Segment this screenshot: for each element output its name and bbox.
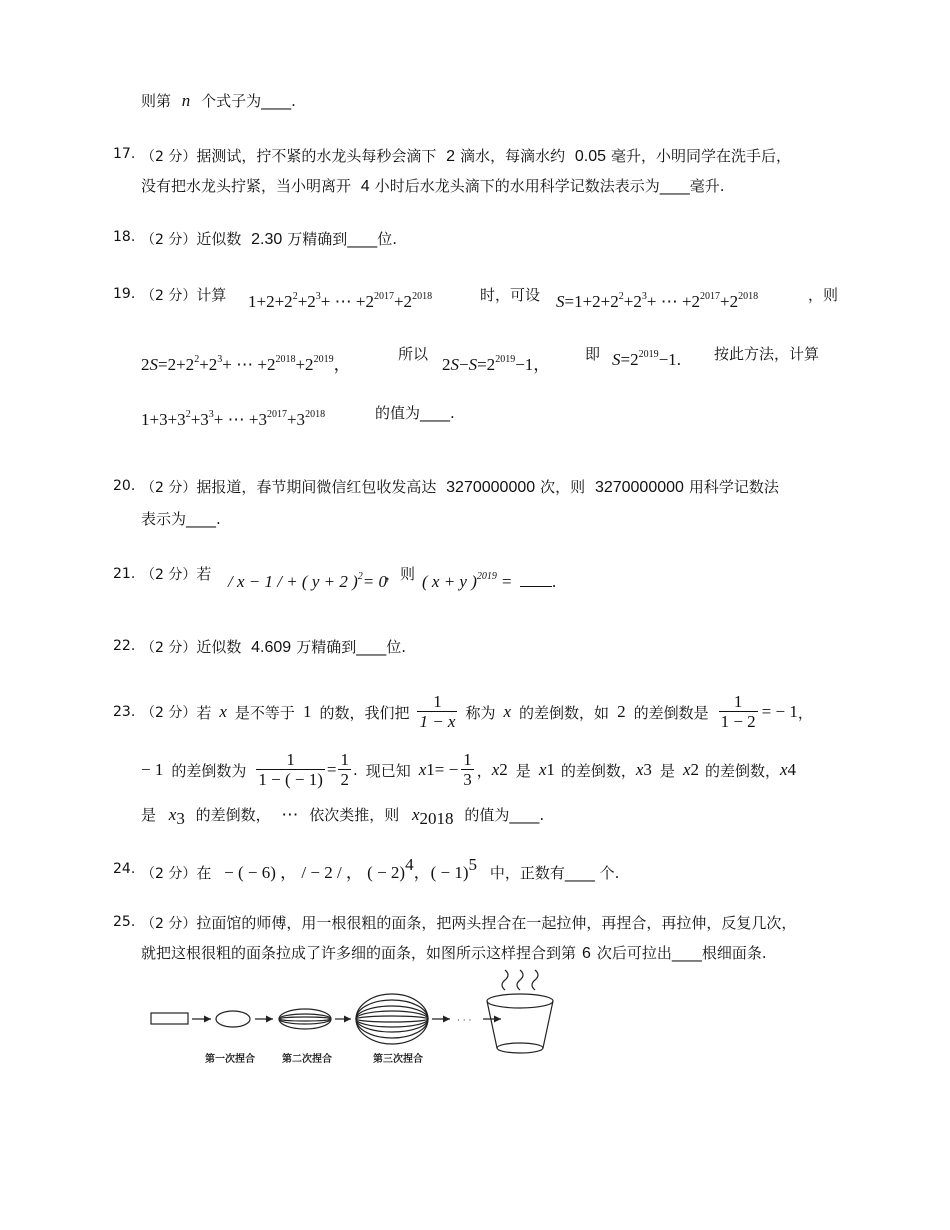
q17-line1: （2 分）据测试，拧不紧的水龙头每秒会滴下 2 滴水，每滴水约 0.05 毫升，小明同学在洗手后， (141, 147, 792, 165)
q21-line: （2 分）若 (141, 565, 212, 583)
q21-expr2: ( x + y )$^{2019}$ = . (422, 571, 557, 591)
q19-then: ，则 (808, 286, 839, 304)
ellipse-step1 (216, 1011, 250, 1027)
q18-number: 18. (113, 229, 136, 245)
q21-then: ，则 (385, 565, 416, 583)
q19-2s-minus-s: $2S-S=2^{2019}-1$， (442, 354, 551, 374)
q19-that-is: 即 (585, 345, 601, 363)
q19-2s: $2S=2+2^2+2^3+$ ⋯ $+2^{2018}+2^{2019}$， (141, 354, 351, 374)
q19-sum3: $1+3+3^2+3^3+$ ⋯ $+3^{2017}+3^{2018}$ (141, 409, 326, 429)
q19-method: 按此方法，计算 (714, 345, 820, 363)
noodle-figure (145, 968, 565, 1068)
q21-expr1: / x − 1 / + ( y + 2 )$^2$= 0 (228, 571, 388, 591)
q19-so: 所以 (398, 345, 429, 363)
fig-label-3: 第三次捏合 (373, 1054, 423, 1065)
q19-line1: （2 分）计算 (141, 286, 227, 304)
q23-line3: 是 $x_3$ 的差倒数， ⋯ 依次类推，则 $x_{2018}$ 的值为____. (141, 805, 545, 828)
dough-rect (151, 1013, 188, 1024)
q20-line1: （2 分）据报道，春节期间微信红包收发高达 3270000000 次，则 3270000000 用科学记数法 (141, 478, 779, 496)
q20-line2: 表示为____. (141, 510, 221, 528)
ellipse-step2 (279, 1009, 331, 1029)
q17-line2: 没有把水龙头拧紧，当小明离开 4 小时后水龙头滴下的水用科学记数法表示为____毫升. (141, 177, 725, 195)
q17-number: 17. (113, 146, 136, 162)
q21-number: 21. (113, 566, 136, 582)
q22-number: 22. (113, 638, 136, 654)
q19-let: 时，可设 (480, 286, 541, 304)
q19-sum1: $1+2+2^2+2^3+$ ⋯ $+2^{2017}+2^{2018}$ (248, 291, 433, 311)
q19-s-result: $S=2^{2019}-1$. (612, 349, 681, 369)
q25-line1: （2 分）拉面馆的师傅，用一根很粗的面条，把两头捏合在一起拉伸，再捏合，再拉伸，反复几次， (141, 914, 797, 932)
q18-line: （2 分）近似数 2.30 万精确到____位. (141, 230, 398, 248)
figure-ellipsis: · · · (457, 1016, 472, 1026)
q23-number: 23. (113, 704, 136, 720)
ellipse-step3 (356, 994, 428, 1044)
q19-s-def: $S=1+2+2^2+2^3+$ ⋯ $+2^{2017}+2^{2018}$ (556, 291, 759, 311)
q16-tail: 则第 n 个式子为____. (141, 91, 296, 110)
q24-line: （2 分）在 − ( − 6) ， / − 2 / ， ( − 2)$^4$，( − 1)$^5$ 中，正数有____ 个. (141, 855, 620, 882)
q23-line2: − 1 的差倒数为 $\frac{1}{1 - ( - 1)}$ = $\frac{1}{2}$ . 现已知 x 1 = − $\frac{1}{3}$ ， x 2 是 x 1 的差倒数， x 3 是 x 2 的差倒数， x 4 (141, 749, 797, 789)
q25-line2: 就把这根很粗的面条拉成了许多细的面条，如图所示这样捏合到第 6 次后可拉出____根细面条. (141, 944, 767, 962)
q22-line: （2 分）近似数 4.609 万精确到____位. (141, 638, 406, 656)
fig-label-1: 第一次捏合 (205, 1054, 255, 1065)
fig-label-2: 第二次捏合 (282, 1054, 332, 1065)
q24-number: 24. (113, 861, 136, 877)
q23-line1: （2 分） 若 x 是不等于 1 的数，我们把 $\frac{1}{1 - x}$ 称为 x 的差倒数，如 2 的差倒数是 $\frac{1}{1 - 2}$ = − 1 ， (141, 691, 813, 731)
q19-number: 19. (113, 286, 136, 302)
noodle-bowl-icon (487, 970, 553, 1053)
q20-number: 20. (113, 478, 136, 494)
q25-number: 25. (113, 914, 136, 930)
q19-final: 的值为____. (375, 404, 455, 422)
